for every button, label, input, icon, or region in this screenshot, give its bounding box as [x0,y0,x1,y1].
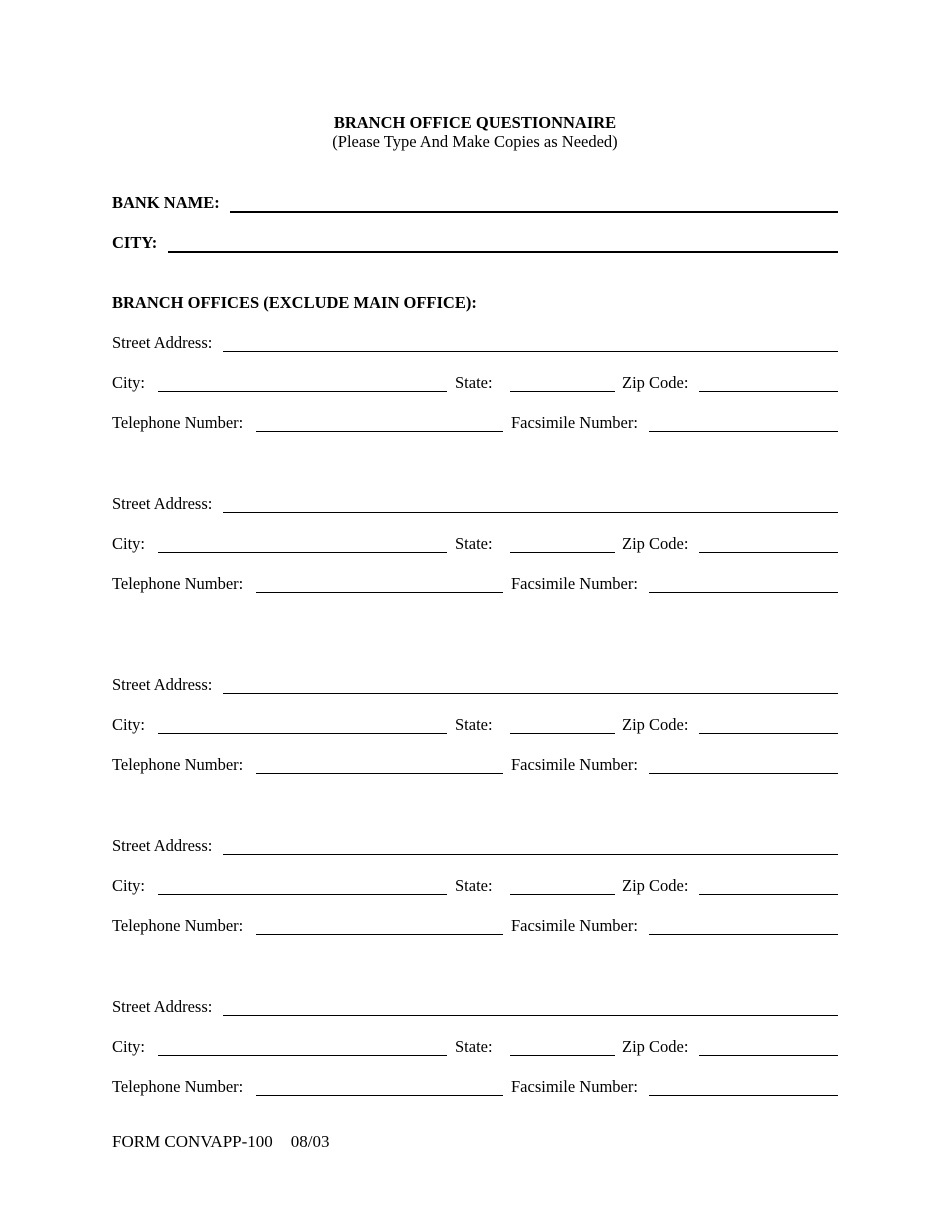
branch-2-street-row [112,494,838,516]
street-address-input[interactable] [223,693,838,694]
city-label: City: [112,876,146,895]
bank-name-field[interactable] [230,211,838,213]
city-input[interactable] [158,733,447,734]
branch-1-location-row [112,373,838,395]
state-input[interactable] [510,733,615,734]
zip-code-input[interactable] [699,552,838,553]
zip-code-label: Zip Code: [622,373,689,392]
branch-3-street-row [112,675,838,697]
telephone-label: Telephone Number: [112,574,244,593]
branch-3-phone-row [112,755,838,777]
bank-name-label: BANK NAME: [112,193,220,212]
facsimile-label: Facsimile Number: [511,574,638,593]
facsimile-input[interactable] [649,773,838,774]
city-label: City: [112,534,146,553]
zip-code-label: Zip Code: [622,534,689,553]
branch-4-location-row [112,876,838,898]
facsimile-label: Facsimile Number: [511,1077,638,1096]
bank-city-field[interactable] [168,251,838,253]
zip-code-input[interactable] [699,894,838,895]
state-input[interactable] [510,894,615,895]
city-label: City: [112,373,146,392]
state-label: State: [455,1037,493,1056]
zip-code-input[interactable] [699,391,838,392]
telephone-label: Telephone Number: [112,916,244,935]
form-id: FORM CONVAPP-100 [112,1132,273,1151]
telephone-input[interactable] [256,1095,503,1096]
state-input[interactable] [510,391,615,392]
street-address-input[interactable] [223,512,838,513]
zip-code-input[interactable] [699,1055,838,1056]
city-label: City: [112,1037,146,1056]
telephone-input[interactable] [256,592,503,593]
form-title: BRANCH OFFICE QUESTIONNAIRE [333,113,617,132]
state-label: State: [455,373,493,392]
state-label: State: [455,876,493,895]
state-input[interactable] [510,552,615,553]
form-date: 08/03 [290,1132,330,1151]
street-address-label: Street Address: [112,836,213,855]
street-address-label: Street Address: [112,333,213,352]
form-footer [112,1132,330,1152]
telephone-input[interactable] [256,934,503,935]
facsimile-input[interactable] [649,592,838,593]
city-input[interactable] [158,1055,447,1056]
city-input[interactable] [158,894,447,895]
bank-name-row [112,193,838,215]
city-label: City: [112,715,146,734]
street-address-label: Street Address: [112,675,213,694]
zip-code-label: Zip Code: [622,876,689,895]
branch-1-street-row [112,333,838,355]
telephone-input[interactable] [256,431,503,432]
branch-4-street-row [112,836,838,858]
form-subtitle: (Please Type And Make Copies as Needed) [332,132,618,151]
section-heading: BRANCH OFFICES (EXCLUDE MAIN OFFICE): [112,293,477,312]
telephone-input[interactable] [256,773,503,774]
zip-code-label: Zip Code: [622,715,689,734]
state-label: State: [455,715,493,734]
facsimile-label: Facsimile Number: [511,755,638,774]
bank-city-label: CITY: [112,233,158,252]
telephone-label: Telephone Number: [112,755,244,774]
facsimile-input[interactable] [649,431,838,432]
street-address-input[interactable] [223,351,838,352]
branch-3-location-row [112,715,838,737]
bank-city-row [112,233,838,255]
branch-5-street-row [112,997,838,1019]
street-address-label: Street Address: [112,997,213,1016]
street-address-label: Street Address: [112,494,213,513]
city-input[interactable] [158,391,447,392]
branch-2-phone-row [112,574,838,596]
state-label: State: [455,534,493,553]
branch-1-phone-row [112,413,838,435]
zip-code-input[interactable] [699,733,838,734]
facsimile-label: Facsimile Number: [511,413,638,432]
branch-4-phone-row [112,916,838,938]
telephone-label: Telephone Number: [112,1077,244,1096]
facsimile-input[interactable] [649,1095,838,1096]
branch-5-location-row [112,1037,838,1059]
branch-5-phone-row [112,1077,838,1099]
branch-2-location-row [112,534,838,556]
state-input[interactable] [510,1055,615,1056]
street-address-input[interactable] [223,854,838,855]
zip-code-label: Zip Code: [622,1037,689,1056]
telephone-label: Telephone Number: [112,413,244,432]
street-address-input[interactable] [223,1015,838,1016]
city-input[interactable] [158,552,447,553]
facsimile-label: Facsimile Number: [511,916,638,935]
facsimile-input[interactable] [649,934,838,935]
